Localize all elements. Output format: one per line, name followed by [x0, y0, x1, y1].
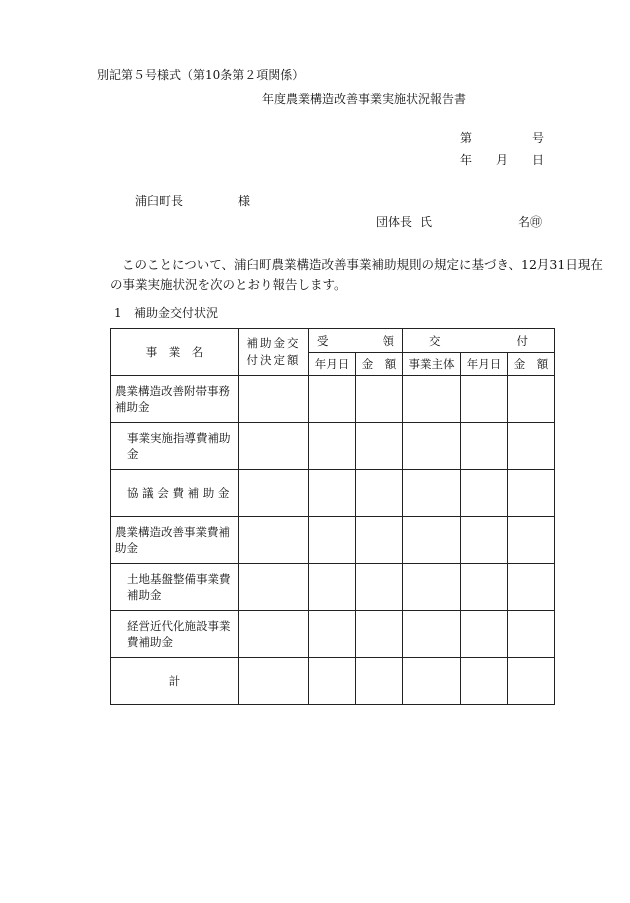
- cell-paid-amount: [508, 470, 555, 517]
- table-row: [111, 611, 555, 658]
- addressee-name: 浦臼町長: [135, 194, 184, 208]
- cell-received-date: [309, 423, 356, 470]
- sender-name-suffix: [518, 215, 542, 229]
- cell-received-amount: [356, 611, 403, 658]
- date-year: 年: [460, 153, 473, 167]
- header-received-right: 領: [382, 333, 394, 348]
- row-project-name: 土地基盤整備事業費補助金: [111, 564, 239, 611]
- cell-received-amount: [356, 423, 403, 470]
- cell-received-date: [309, 611, 356, 658]
- cell-received-amount: [356, 517, 403, 564]
- header-project-name: 事 業 名: [111, 329, 239, 376]
- cell-received-date: [309, 376, 356, 423]
- cell-received-amount: [356, 658, 403, 705]
- header-decision-line2: 付決定額: [246, 353, 301, 367]
- cell-received-amount: [356, 470, 403, 517]
- header-received-group: [309, 329, 403, 353]
- cell-received-date: [309, 658, 356, 705]
- cell-paid-entity: [403, 376, 461, 423]
- table-row: [111, 564, 555, 611]
- row-total-label: 計: [111, 658, 239, 705]
- header-paid-date: 年月日: [461, 353, 508, 376]
- cell-paid-entity: [403, 517, 461, 564]
- cell-received-date: [309, 517, 356, 564]
- doc-number-suffix: 号: [532, 131, 545, 145]
- header-paid-amount: 金 額: [508, 353, 555, 376]
- paragraph-line-1: このことについて、浦臼町農業構造改善事業補助規則の規定に基づき、12月31日現在: [122, 257, 603, 272]
- cell-paid-date: [461, 611, 508, 658]
- cell-paid-amount: [508, 376, 555, 423]
- cell-received-amount: [356, 564, 403, 611]
- cell-paid-date: [461, 376, 508, 423]
- header-received-amount: 金 額: [356, 353, 403, 376]
- header-received-date: 年月日: [309, 353, 356, 376]
- cell-decision-amount: [239, 611, 309, 658]
- table-row: [111, 517, 555, 564]
- seal-mark: ㊞: [530, 215, 543, 229]
- header-paid-entity: 事業主体: [403, 353, 461, 376]
- cell-decision-amount: [239, 470, 309, 517]
- cell-paid-entity: [403, 611, 461, 658]
- row-project-name: 協 議 会 費 補 助 金: [111, 470, 239, 517]
- cell-received-amount: [356, 376, 403, 423]
- cell-decision-amount: [239, 376, 309, 423]
- doc-number-prefix: 第: [460, 131, 473, 145]
- cell-paid-amount: [508, 564, 555, 611]
- table-row: [111, 376, 555, 423]
- header-received-left: 受: [317, 333, 329, 348]
- cell-paid-amount: [508, 611, 555, 658]
- cell-paid-amount: [508, 517, 555, 564]
- cell-paid-date: [461, 564, 508, 611]
- cell-paid-entity: [403, 423, 461, 470]
- sender-org: 団体長: [376, 215, 413, 229]
- table-row: [111, 423, 555, 470]
- cell-paid-entity: [403, 658, 461, 705]
- cell-decision-amount: [239, 564, 309, 611]
- date-month: 月: [496, 153, 509, 167]
- header-paid-right: 付: [516, 333, 529, 348]
- header-paid-group: [403, 329, 555, 353]
- cell-decision-amount: [239, 517, 309, 564]
- cell-decision-amount: [239, 658, 309, 705]
- row-project-name: 農業構造改善事業費補助金: [111, 517, 239, 564]
- header-decision-line1: 補助金交: [246, 336, 301, 350]
- sender-name-label: 氏: [420, 215, 433, 229]
- section-number: 1: [114, 306, 122, 320]
- cell-paid-amount: [508, 423, 555, 470]
- cell-paid-entity: [403, 470, 461, 517]
- subsidy-status-table: [110, 328, 555, 705]
- row-project-name: 経営近代化施設事業費補助金: [111, 611, 239, 658]
- section-label: 補助金交付状況: [134, 306, 219, 320]
- date-day: 日: [532, 153, 545, 167]
- cell-paid-entity: [403, 564, 461, 611]
- addressee-honorific: 様: [238, 194, 251, 208]
- row-project-name: 事業実施指導費補助金: [111, 423, 239, 470]
- form-reference: 別記第５号様式（第10条第２項関係）: [97, 68, 305, 82]
- header-paid-left: 交: [429, 333, 441, 348]
- cell-paid-date: [461, 517, 508, 564]
- cell-paid-amount: [508, 658, 555, 705]
- cell-paid-date: [461, 423, 508, 470]
- cell-decision-amount: [239, 423, 309, 470]
- row-project-name: 農業構造改善附帯事務補助金: [111, 376, 239, 423]
- table-row: [111, 470, 555, 517]
- sender-name-suffix-text: 名: [518, 215, 531, 229]
- document-title: 年度農業構造改善事業実施状況報告書: [262, 92, 467, 106]
- cell-received-date: [309, 470, 356, 517]
- header-decision-amount: [239, 329, 309, 376]
- cell-paid-date: [461, 470, 508, 517]
- cell-received-date: [309, 564, 356, 611]
- cell-paid-date: [461, 658, 508, 705]
- paragraph-line-2: の事業実施状況を次のとおり報告します。: [110, 277, 347, 292]
- table-row-total: [111, 658, 555, 705]
